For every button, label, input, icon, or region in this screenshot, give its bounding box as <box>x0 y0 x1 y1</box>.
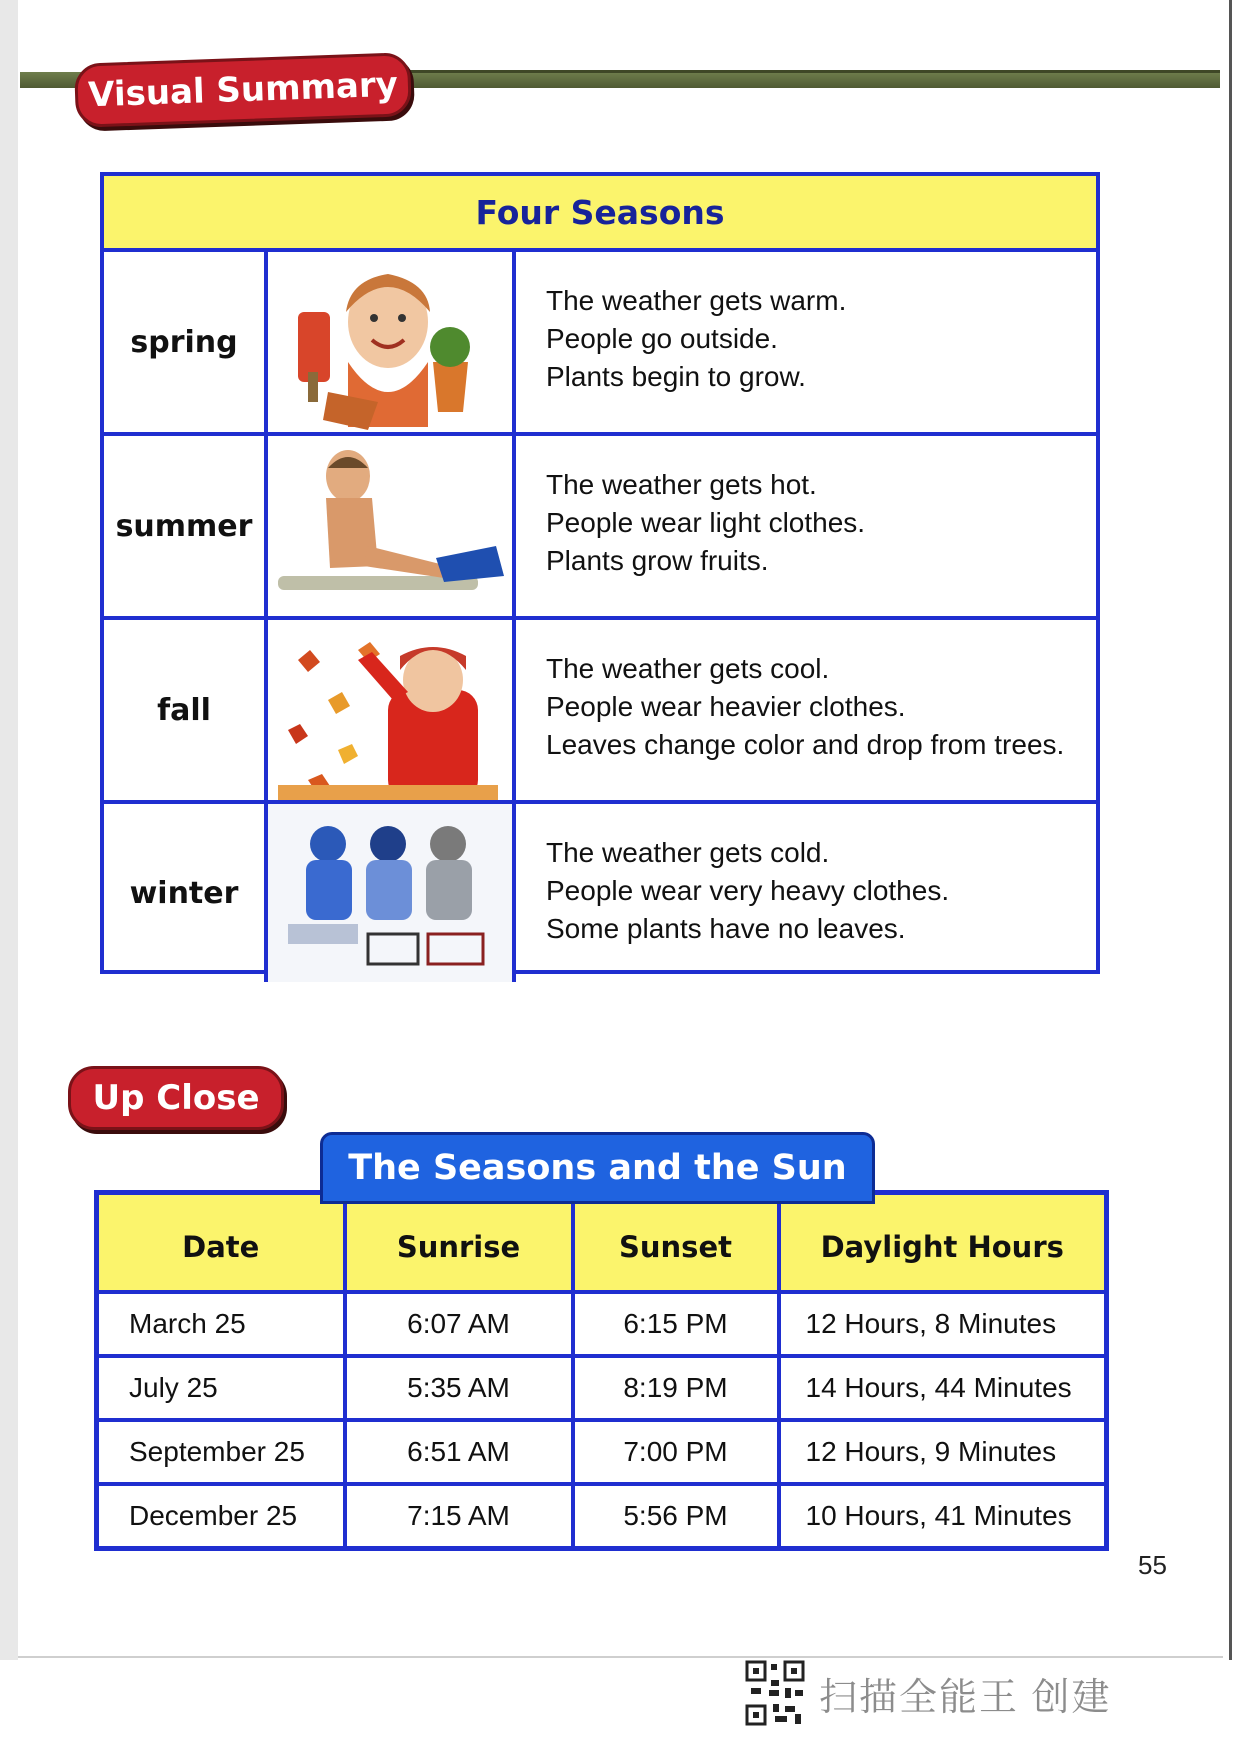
description-line: People wear light clothes. <box>546 507 866 538</box>
column-header: Daylight Hours <box>779 1193 1107 1293</box>
daylight-cell: 12 Hours, 9 Minutes <box>779 1420 1107 1484</box>
daylight-cell: 14 Hours, 44 Minutes <box>779 1356 1107 1420</box>
seasons-sun-title: The Seasons and the Sun <box>320 1132 875 1204</box>
spring-photo <box>268 252 516 432</box>
season-row-winter <box>104 804 1096 982</box>
daylight-cell: 12 Hours, 8 Minutes <box>779 1292 1107 1356</box>
up-close-tab: Up Close <box>68 1066 284 1130</box>
sunrise-cell: 6:07 AM <box>345 1292 573 1356</box>
season-name: spring <box>104 252 268 432</box>
section-rule-top <box>380 70 1220 73</box>
page-number: 55 <box>1138 1550 1167 1580</box>
description-line: The weather gets cool. <box>546 653 830 684</box>
description-line: The weather gets cold. <box>546 837 830 868</box>
summer-photo <box>268 436 516 616</box>
date-cell: September 25 <box>97 1420 345 1484</box>
table-row <box>97 1420 1107 1484</box>
description-line: Some plants have no leaves. <box>546 913 906 944</box>
fall-photo <box>268 620 516 800</box>
column-header: Sunrise <box>345 1193 573 1293</box>
winter-photo <box>268 804 516 982</box>
season-row-fall <box>104 620 1096 804</box>
season-name: summer <box>104 436 268 616</box>
page-edge-line <box>1229 0 1232 1660</box>
page-edge-shadow <box>0 0 18 1660</box>
season-name: winter <box>104 804 268 982</box>
sunrise-cell: 7:15 AM <box>345 1484 573 1549</box>
four-seasons-title: Four Seasons <box>104 176 1096 252</box>
description-line: The weather gets hot. <box>546 469 817 500</box>
sunrise-cell: 5:35 AM <box>345 1356 573 1420</box>
description-line: Plants begin to grow. <box>546 361 806 392</box>
date-cell: July 25 <box>97 1356 345 1420</box>
sunset-cell: 7:00 PM <box>573 1420 779 1484</box>
season-description <box>516 804 1096 982</box>
table-row <box>97 1292 1107 1356</box>
season-name: fall <box>104 620 268 800</box>
sunset-cell: 6:15 PM <box>573 1292 779 1356</box>
table-row <box>97 1356 1107 1420</box>
season-description <box>516 620 1096 800</box>
date-cell: December 25 <box>97 1484 345 1549</box>
description-line: People go outside. <box>546 323 778 354</box>
season-description <box>516 436 1096 616</box>
sunset-cell: 5:56 PM <box>573 1484 779 1549</box>
description-line: Leaves change color and drop from trees. <box>546 729 1065 760</box>
column-header: Sunset <box>573 1193 779 1293</box>
seasons-sun-table <box>94 1190 1109 1551</box>
scanner-watermark <box>745 1660 1112 1726</box>
sunset-cell: 8:19 PM <box>573 1356 779 1420</box>
table-header-row <box>97 1193 1107 1293</box>
qr-code-icon <box>745 1660 805 1726</box>
description-line: People wear heavier clothes. <box>546 691 906 722</box>
sunrise-cell: 6:51 AM <box>345 1420 573 1484</box>
date-cell: March 25 <box>97 1292 345 1356</box>
four-seasons-table <box>100 172 1100 974</box>
season-description <box>516 252 1096 432</box>
table-row <box>97 1484 1107 1549</box>
description-line: Plants grow fruits. <box>546 545 769 576</box>
description-line: People wear very heavy clothes. <box>546 875 950 906</box>
season-row-spring <box>104 252 1096 436</box>
daylight-cell: 10 Hours, 41 Minutes <box>779 1484 1107 1549</box>
column-header: Date <box>97 1193 345 1293</box>
page-bottom-edge <box>18 1656 1223 1658</box>
visual-summary-tab: Visual Summary <box>74 52 412 128</box>
season-row-summer <box>104 436 1096 620</box>
watermark-text: 扫描全能王 创建 <box>819 1676 1112 1719</box>
description-line: The weather gets warm. <box>546 285 847 316</box>
